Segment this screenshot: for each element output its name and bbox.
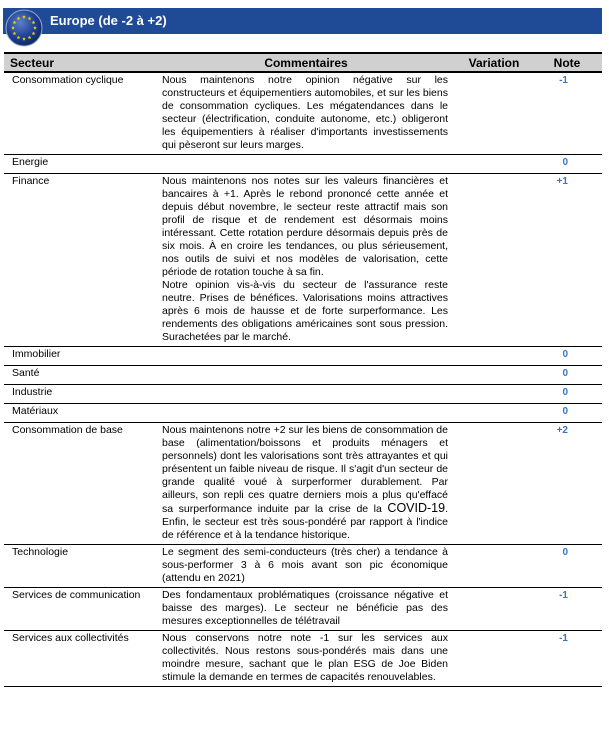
table-header-row — [4, 53, 602, 72]
sector-comment: Nous maintenons notre opinion négative sur les constructeurs et équipementiers automobiles, et sur les biens de consommation cycliques. Les mégatendances dans le secteur (électrification, conduite autonome, etc.) obligeront les équipementiers à réaliser d'importants investissements qui pèseront sur leurs marges. — [156, 72, 456, 155]
sector-note: -1 — [532, 72, 602, 155]
sector-name: Industrie — [4, 385, 156, 404]
sector-variation — [456, 423, 532, 545]
sector-note: +1 — [532, 174, 602, 347]
comment-text: . Enfin, le secteur est très sous-pondéré par rapport à l'indice de référence et à la tendance historique. — [162, 503, 448, 541]
sector-note: 0 — [532, 347, 602, 366]
sector-comment — [156, 423, 456, 545]
col-header-comments: Commentaires — [156, 53, 456, 72]
sector-name: Consommation de base — [4, 423, 156, 545]
sector-variation — [456, 588, 532, 631]
comment-covid-term: COVID-19 — [387, 501, 446, 515]
sector-variation — [456, 366, 532, 385]
sector-note: +2 — [532, 423, 602, 545]
sector-comment: Nous conservons notre note -1 sur les services aux collectivités. Nous restons sous-pondérés mais dans une moindre mesure, sachant que le plan ESG de Joe Biden stimule la demande en termes de capacités renouvelables. — [156, 631, 456, 687]
sector-variation — [456, 404, 532, 423]
sector-name: Services aux collectivités — [4, 631, 156, 687]
table-row — [4, 588, 602, 631]
sector-comment — [156, 155, 456, 174]
col-header-variation: Variation — [456, 53, 532, 72]
table-row — [4, 366, 602, 385]
table-row — [4, 347, 602, 366]
sector-variation — [456, 347, 532, 366]
table-row — [4, 631, 602, 687]
sector-comment — [156, 174, 456, 347]
section-banner — [3, 6, 602, 46]
sector-note: 0 — [532, 545, 602, 588]
sector-name: Consommation cyclique — [4, 72, 156, 155]
sector-note: 0 — [532, 385, 602, 404]
sector-variation — [456, 72, 532, 155]
table-row — [4, 545, 602, 588]
sector-comment — [156, 347, 456, 366]
sector-variation — [456, 174, 532, 347]
sector-note: -1 — [532, 631, 602, 687]
sector-note: 0 — [532, 366, 602, 385]
sector-name: Services de communication — [4, 588, 156, 631]
comment-paragraph: Notre opinion vis-à-vis du secteur de l'assurance reste neutre. Prises de bénéfices. Valorisations moins attractives après 6 mois de hausse et de forte surperformance. Les rendements des obligations américaines sont sous pression. Surachetées par le marché. — [162, 279, 448, 343]
banner-title: Europe (de -2 à +2) — [50, 13, 167, 28]
sector-variation — [456, 631, 532, 687]
sector-name: Energie — [4, 155, 156, 174]
sector-note: 0 — [532, 155, 602, 174]
sector-variation — [456, 545, 532, 588]
sector-note: -1 — [532, 588, 602, 631]
sector-table — [4, 52, 602, 687]
comment-text: Nous maintenons notre +2 sur les biens de consommation de base (alimentation/boissons et produits ménagers et personnels) dont les valorisations sont très attrayantes et qui présentent un faible niveau de risque. Il s'agit d'un secteur de grande qualité voué à surperformer durablement. Par ailleurs, son repli ces quatre derniers mois a plus qu'effacé sa surperformance induite par la crise de la — [162, 424, 448, 515]
sector-note: 0 — [532, 404, 602, 423]
sector-name: Immobilier — [4, 347, 156, 366]
sector-name: Santé — [4, 366, 156, 385]
sector-comment — [156, 404, 456, 423]
col-header-sector: Secteur — [4, 53, 156, 72]
table-row — [4, 423, 602, 545]
col-header-note: Note — [532, 53, 602, 72]
sector-variation — [456, 385, 532, 404]
comment-paragraph: Nous maintenons nos notes sur les valeurs financières et bancaires à +1. Après le rebond prononcé cette année et depuis début novembre, le secteur reste attractif mais son profil de risque et de rendement est désormais moins intéressant. Cette rotation perdure désormais depuis près de six mois. À en croire les tendances, ou plus sérieusement, nos outils de suivi et nos modèles de valorisation, cette période de rotation touche à sa fin. — [162, 175, 448, 278]
table-row — [4, 174, 602, 347]
sector-variation — [456, 155, 532, 174]
sector-name: Finance — [4, 174, 156, 347]
sector-comment: Des fondamentaux problématiques (croissance négative et baisse des marges). Le secteur ne bénéficie pas des mesures exceptionnelles de télétravail — [156, 588, 456, 631]
table-row — [4, 155, 602, 174]
table-row — [4, 404, 602, 423]
sector-comment: Le segment des semi-conducteurs (très cher) a tendance à sous-performer 3 à 6 mois avant son pic économique (attendu en 2021) — [156, 545, 456, 588]
sector-comment — [156, 366, 456, 385]
sector-name: Technologie — [4, 545, 156, 588]
table-row — [4, 72, 602, 155]
table-row — [4, 385, 602, 404]
sector-comment — [156, 385, 456, 404]
eu-flag-icon — [5, 9, 43, 47]
sector-name: Matériaux — [4, 404, 156, 423]
